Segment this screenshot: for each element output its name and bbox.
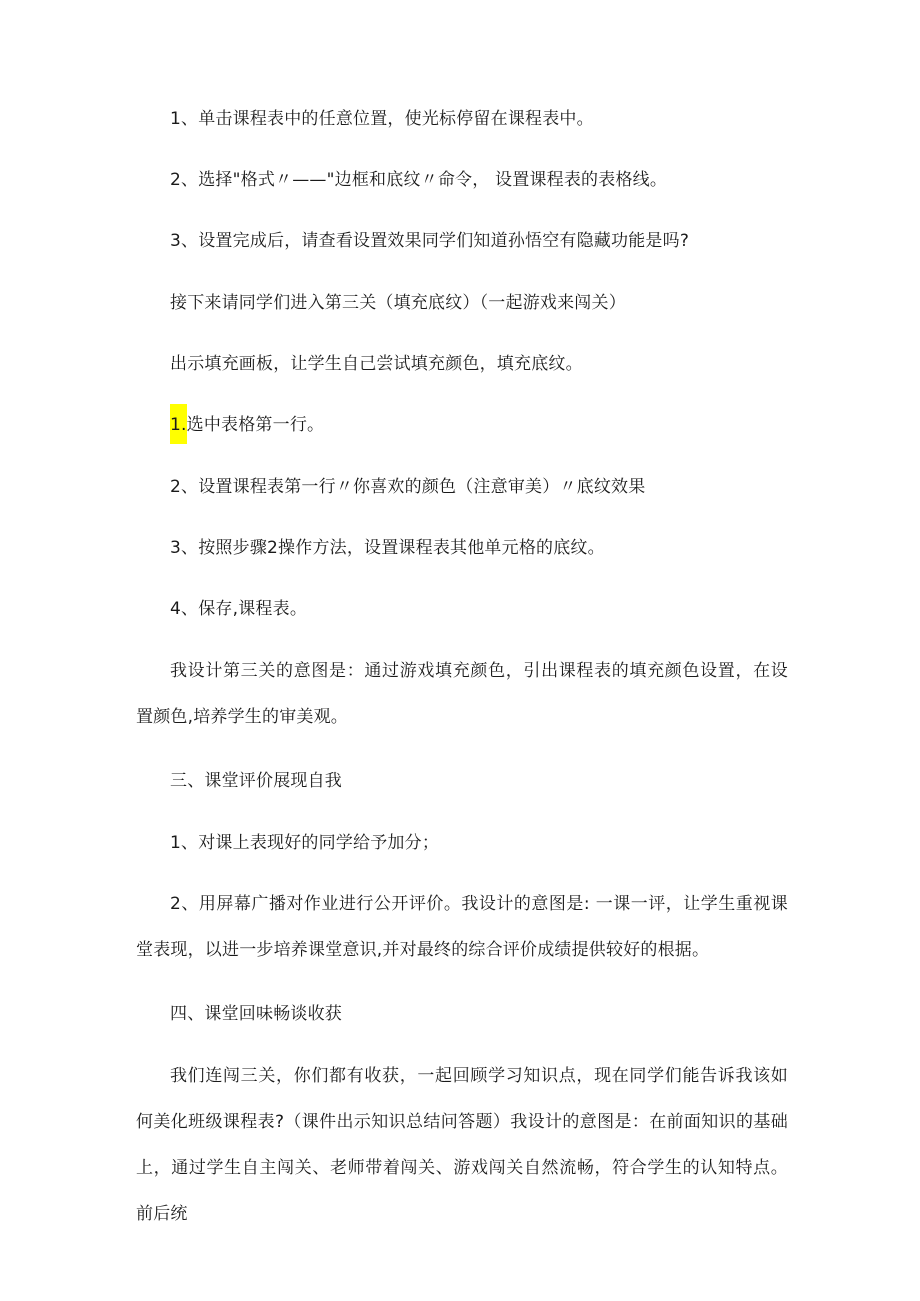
- step-1-text: 1、单击课程表中的任意位置，使光标停留在课程表中。: [170, 109, 594, 129]
- fill-step-2: 2、设置课程表第一行〃你喜欢的颜色（注意审美）〃底纹效果: [170, 477, 646, 497]
- level-three-intro: 接下来请同学们进入第三关（填充底纹）（一起游戏来闯关）: [170, 293, 626, 313]
- evaluation-item-1: 1、对课上表现好的同学给予加分；: [170, 833, 440, 853]
- section-four-heading: 四、课堂回味畅谈收获: [170, 1004, 342, 1024]
- step-2-text: 2、选择"格式〃——"边框和底纹〃命令， 设置课程表的表格线。: [170, 170, 668, 190]
- section-three-heading: 三、课堂评价展现自我: [170, 771, 342, 791]
- fill-step-3: 3、按照步骤2操作方法，设置课程表其他单元格的底纹。: [170, 538, 605, 558]
- fill-step-1-text: 选中表格第一行。: [186, 415, 325, 435]
- fill-step-4: 4、保存,课程表。: [170, 599, 308, 619]
- highlighted-number: 1.: [170, 404, 187, 444]
- evaluation-item-2: 2、用屏幕广播对作业进行公开评价。我设计的意图是: 一课一评，让学生重视课堂表现，以进一步培养课堂意识,并对最终的综合评价成绩提供较好的根据。: [136, 894, 788, 960]
- level-three-intent: 我设计第三关的意图是：通过游戏填充颜色，引出课程表的填充颜色设置，在设置颜色,培养学生的审美观。: [136, 661, 788, 727]
- step-3-text: 3、设置完成后，请查看设置效果同学们知道孙悟空有隐藏功能是吗?: [170, 231, 690, 251]
- summary-paragraph: 我们连闯三关，你们都有收获，一起回顾学习知识点，现在同学们能告诉我该如何美化班级课程表?（课件出示知识总结问答题）我设计的意图是：在前面知识的基础上，通过学生自主闯关、老师带着闯关、游戏闯关自然流畅，符合学生的认知特点。前后统: [136, 1066, 788, 1224]
- fill-palette-text: 出示填充画板，让学生自己尝试填充颜色，填充底纹。: [170, 354, 583, 374]
- fill-step-1: [170, 414, 820, 444]
